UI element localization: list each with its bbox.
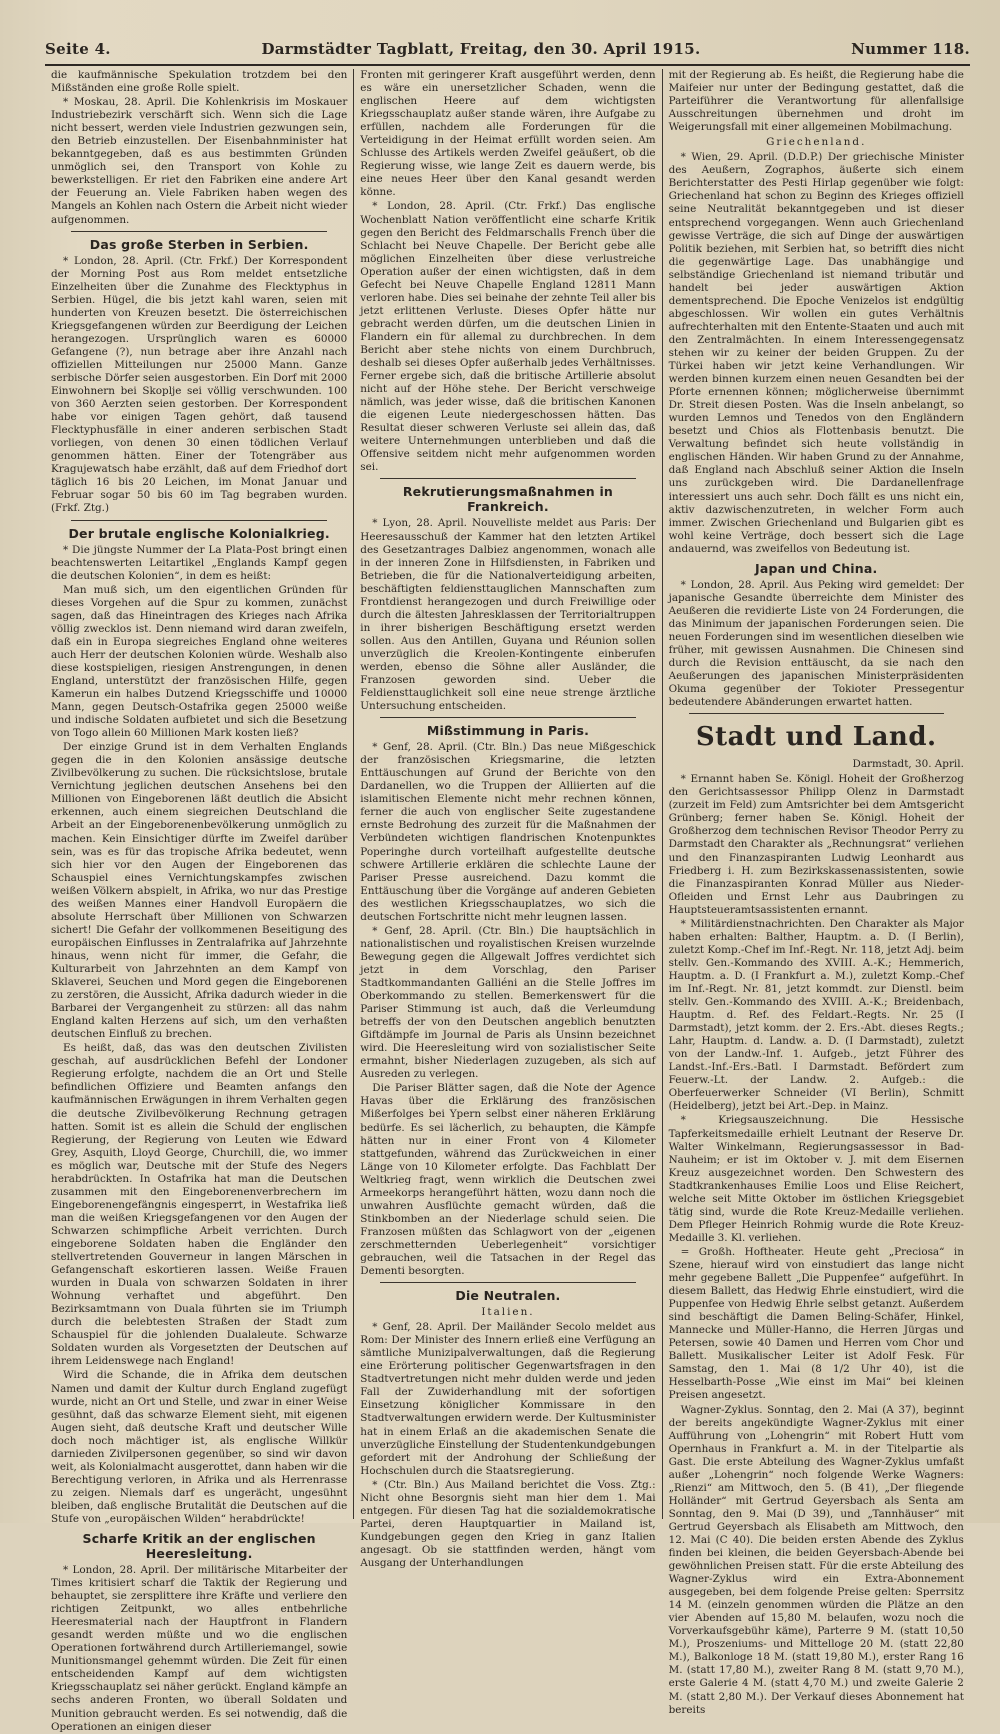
paragraph: Die Pariser Blätter sagen, daß die Note der Agence Havas über die Erklärung des französischen Mißerfolges bei Ypern selbst einer näheren Erklärung bedürfe. Es sei lächerlich, zu behaupten, die Kämpfe hätten nur in einer Front von 4 Kilometer stattgefunden, während das Zurückweichen in einer Länge von 10 Kilometer erfolgte. Das Fachblatt Der Weltkrieg fragt, wenn wirklich die Deutschen zwei Armeekorps herangeführt hätten, wozu dann noch die unwahren Ausflüchte gemacht würden, daß die Stinkbomben an der Niederlage schuld seien. Die Franzosen müßten das Schlagwort von der „eigenen zerschmetternden Ueberlegenheit“ vorsichtiger gebrauchen, weil die Tatsachen in der Regel das Dementi besorgten. bbox=[360, 1082, 656, 1278]
divider bbox=[689, 713, 944, 714]
column-1 bbox=[45, 69, 353, 1733]
article-heading: Mißstimmung in Paris. bbox=[426, 723, 590, 739]
paragraph: Der einzige Grund ist in dem Verhalten Englands gegen die in den Kolonien ansässige deutsche Zivilbevölkerung zu suchen. Die rücksichtslose, brutale Vernichtung jeglichen deutschen Ansehens bei den Millionen von Eingeborenen läßt deutlich die Absicht erkennen, auch einem siegreichen Deutschland die Arbeit an der Eingeborenenbevölkerung unmöglich zu machen. Kein Einsichtiger dürfte im Zweifel darüber sein, was es für das tropische Afrika bedeutet, wenn sich hier vor den Augen der Eingeborenen das Schauspiel eines Vernichtungskampfes zwischen weißen Völkern abspielt, in Afrika, wo nur das Prestige des weißen Mannes einer Handvoll Europäern die absolute Herrschaft über Millionen von Schwarzen sichert! Die Gefahr der vollkommenen Beseitigung des europäischen Einflusses in Zentralafrika auf Jahrzehnte hinaus, wenn nicht für immer, die Gefahr, die Kulturarbeit von Jahrzehnten an dem Kampf von Sklaverei, Seuchen und Mord gegen die Eingeborenen zu zerstören, die Aussicht, Afrika dadurch wieder in die Barbarei der Vergangenheit zu stürzen: all das nahm England kalten Herzens auf sich, um den verhaßten deutschen Einfluß zu brechen. bbox=[51, 741, 348, 1041]
paragraph: * Ernannt haben Se. Königl. Hoheit der Großherzog den Gerichtsassessor Philipp Olenz in Darmstadt (zurzeit im Feld) zum Amtsrichter bei dem Amtsgericht Grünberg; ferner haben Se. Königl. Hoheit der Großherzog dem technischen Revisor Theodor Perry zu Darmstadt den Charakter als „Rechnungsrat“ verliehen und den Finanzaspiranten Ludwig Leonhardt aus Friedberg i. H. zum Bezirkskassenassistenten, sowie die Finanzaspiranten Konrad Müller aus Nieder-Ofleiden und Ernst Lehr aus Daubringen zu Hauptsteueramtsassistenten ernannt. bbox=[668, 773, 964, 916]
section-title: Stadt und Land. bbox=[695, 722, 937, 753]
divider bbox=[71, 231, 327, 232]
masthead-title: Darmstädter Tagblatt, Freitag, den 30. April 1915. bbox=[261, 40, 701, 58]
divider bbox=[380, 717, 635, 718]
paragraph: * Die jüngste Nummer der La Plata-Post bringt einen beachtenswerten Leitartikel „Englands Kampf gegen die deutschen Kolonien“, in dem es heißt: bbox=[51, 543, 348, 582]
paragraph: = Großh. Hoftheater. Heute geht „Preciosa“ in Szene, hierauf wird von einstudiert das lange nicht mehr gegebene Ballett „Die Puppenfee“ aufgeführt. In diesem Ballett, das Hedwig Ehrle einstudiert, wird die Puppenfee von Hedwig Ehrle selbst getanzt. Außerdem sind beschäftigt die Damen Beling-Schäfer, Hinkel, Mannecke und Müller-Hanno, die Herren Jürgas und Petersen, sowie 40 Damen und Herren vom Chor und Ballett. Musikalischer Leiter ist Adolf Fesk. Für Samstag, den 1. Mai (8 1/2 Uhr 40), ist die Hesselbarth-Posse „Wie einst im Mai“ bei kleinen Preisen angesetzt. bbox=[668, 1245, 964, 1402]
paragraph: * Genf, 28. April. (Ctr. Bln.) Die hauptsächlich in nationalistischen und royalistischen Kreisen wurzelnde Bewegung gegen die Allgewalt Joffres verdichtet sich jetzt in dem Vorschlag, den Pariser Stadtkommandanten Galliéni an die Stelle Joffres im Oberkommando zu stellen. Bemerkenswert für die Pariser Stimmung ist auch, daß die Verleumdung betreffs der von den Deutschen angeblich benutzten Giftdämpfe im Journal de Paris als Unsinn bezeichnet wird. Die Heeresleitung wird von sozialistischer Seite ermahnt, bisher Niederlagen zuzugeben, als sich auf Ausreden zu verlegen. bbox=[360, 924, 656, 1081]
paragraph: * London, 28. April. (Ctr. Frkf.) Der Korrespondent der Morning Post aus Rom meldet entsetzliche Einzelheiten über die Zunahme des Flecktyphus in Serbien. Hügel, die bis jetzt kahl waren, seien mit hunderten von Kreuzen besetzt. Die österreichischen Kriegsgefangenen würden zur Beerdigung der Leichen herangezogen. Ursprünglich waren es 60000 Gefangene (?), nun betrage aber ihre Anzahl nach offiziellen Mitteilungen nur 25000 Mann. Ganze serbische Dörfer seien ausgestorben. Ein Dorf mit 2000 Einwohnern bei Skoplje sei völlig verschwunden. 100 von 360 Aerzten seien gestorben. Der Korrespondent habe vor einigen Tagen gehört, daß tausend Flecktyphusfälle in einer anderen serbischen Stadt vorliegen, von denen 30 einen tödlichen Verlauf genommen hätten. Einer der Totengräber aus Kragujewatsch habe erzählt, daß auf dem Friedhof dort täglich 16 bis 20 Leichen, im Monat Januar und Februar sogar 50 bis 60 im Tag begraben wurden. (Frkf. Ztg.) bbox=[51, 254, 348, 515]
paragraph: * London, 28. April. Der militärische Mitarbeiter der Times kritisiert scharf die Taktik der Regierung und behauptet, sie zersplittere ihre Kräfte und verliere den richtigen Zeitpunkt, wo alles entbehrliche Heeresmaterial nach der Hauptfront in Flandern gesandt werden müßte und wo die englischen Operationen fortwährend durch Artilleriemangel, sowie Munitionsmangel gehemmt würden. Die Zeit für einen entscheidenden Kampf auf dem wichtigsten Kriegsschauplatz sei näher gerückt. England kämpfe an sechs anderen Fronten, wo überall Soldaten und Munition gebraucht werden. Es sei notwendig, daß die Operationen an einigen dieser bbox=[51, 1564, 348, 1733]
paragraph: * Genf, 28. April. (Ctr. Bln.) Das neue Mißgeschick der französischen Kriegsmarine, die letzten Enttäuschungen auf Grund der Berichte von den Dardanellen, wo die Truppen der Alliierten auf die islamitischen Elemente nicht mehr rechnen können, ferner die auch von englischer Seite zugestandene ernste Bedrohung des zurzeit für die Maßnahmen der Verbündeten wichtigen flandrischen Knotenpunktes Poperinghe durch vorteilhaft aufgestellte deutsche schwere Artillerie erklären die schlechte Laune der Pariser Presse ausreichend. Dazu kommt die Enttäuschung über die Vorgänge auf anderen Gebieten des westlichen Kriegsschauplatzes, wo sich die deutschen Fortschritte nicht mehr leugnen lassen. bbox=[360, 741, 656, 923]
column-3 bbox=[662, 69, 970, 1716]
page-number: Seite 4. bbox=[45, 40, 111, 58]
paragraph: Man muß sich, um den eigentlichen Gründen für dieses Vorgehen auf die Spur zu kommen, zunächst sagen, daß das Hineintragen des Krieges nach Afrika völlig zwecklos ist. Denn niemand wird daran zweifeln, daß ein in Europa siegreiches England ohne weiteres auch Herr der deutschen Kolonien würde. Weshalb also diese kostspieligen, riesigen Anstrengungen, in denen England, unterstützt der französischen Hilfe, gegen Kamerun ein halbes Dutzend Kriegsschiffe und 10000 Mann, gegen Deutsch-Ostafrika gegen 25000 weiße und indische Soldaten aufbietet und sich die Besetzung von Togo allein 60 Millionen Mark kosten ließ? bbox=[51, 583, 348, 740]
divider bbox=[380, 478, 635, 479]
paragraph: die kaufmännische Spekulation trotzdem bei den Mißständen eine große Rolle spielt. bbox=[51, 69, 348, 95]
paragraph: * Moskau, 28. April. Die Kohlenkrisis im Moskauer Industriebezirk verschärft sich. Wenn sich die Lage nicht bessert, werden viele Industrien gezwungen sein, den Betrieb einzustellen. Der Eisenbahnminister hat bekanntgegeben, daß es aus bestimmten Gründen unmöglich sei, den Transport von Kohle zu bewerkstelligen. Er riet den Fabriken eine andere Art der Feuerung an. Viele Fabriken haben wegen des Mangels an Kohlen nach Ostern die Arbeit nicht wieder aufgenommen. bbox=[51, 96, 348, 226]
paragraph: * London, 28. April. (Ctr. Frkf.) Das englische Wochenblatt Nation veröffentlicht eine scharfe Kritik gegen den Bericht des Feldmarschalls French über die Schlacht bei Neuve Chapelle. Der Bericht gebe alle möglichen Einzelheiten über diese verlustreiche Operation außer der einen wichtigsten, daß in dem Gefecht bei Neuve Chapelle England 12811 Mann verloren habe. Dies sei beinahe der zehnte Teil aller bis jetzt erlittenen Verluste. Dieses Opfer hätte nur gebracht werden dürfen, um die deutschen Linien in Flandern ein für allemal zu durchbrechen. In dem Bericht aber stehe nichts von einem Durchbruch, deshalb sei dieses Opfer außerhalb jedes Verhältnisses. Ferner ergebe sich, daß die britische Artillerie absolut nicht auf der Höhe stehe. Der Bericht verschweige nämlich, was jeder wisse, daß die britischen Kanonen die eigenen Leute niedergeschossen hätten. Das Resultat dieser schweren Verluste sei allein das, daß weitere Unternehmungen unterblieben und daß die Offensive seitdem nicht mehr aufgenommen worden sei. bbox=[360, 200, 656, 474]
paragraph: Es heißt, daß, das was den deutschen Zivilisten geschah, auf ausdrücklichen Befehl der Londoner Regierung erfolgte, nachdem die an Ort und Stelle befindlichen Offiziere und Beamten anfangs den kaufmännischen Erwägungen in ihrem Verhalten gegen die deutsche Zivilbevölkerung Rechnung getragen hatten. Somit ist es allein die Schuld der englischen Regierung, der Regierung von Leuten wie Edward Grey, Asquith, Lloyd George, Churchill, die, wo immer es möglich war, Deutsche mit der Stufe des Negers herabdrückten. In Ostafrika hat man die Deutschen zusammen mit den Eingeborenenverbrechern im Eingeborenengefängnis eingesperrt, in Westafrika ließ man die weißen Kriegsgefangenen vor den Augen der Schwarzen schimpfliche Arbeit verrichten. Durch eingeborene Soldaten haben die Engländer den stellvertretenden Gouverneur in langen Märschen in Gefangenschaft eskortieren lassen. Weiße Frauen wurden in Duala von schwarzen Soldaten in ihrer Wohnung verhaftet und abgeführt. Den Bezirksamtmann von Duala führten sie im Triumph durch die belebtesten Straßen der Stadt zum Schauspiel für die johlenden Dualaleute. Schwarze Soldaten wurden als Vorgesetzten der Deutschen auf ihrem Leidenswege nach England! bbox=[51, 1042, 348, 1368]
paragraph: * Wien, 29. April. (D.D.P.) Der griechische Minister des Aeußern, Zographos, äußerte sich einem Berichterstatter des Pesti Hirlap gegenüber wie folgt: Griechenland hat schon zu Beginn des Krieges offiziell seine Neutralität bekanntgegeben und ist dieser entsprechend vorgegangen. Wenn auch Griechenland gewisse Verträge, die sich auf Dinge der auswärtigen Politik beziehen, mit Serbien hat, so betrifft dies nicht die gegenwärtige Lage. Das unabhängige und selbständige Griechenland ist niemand tributär und handelt bei jeder auswärtigen Aktion dementsprechend. Die Epoche Venizelos ist endgültig abgeschlossen. Wir wollen ein gutes Verhältnis aufrechterhalten mit den Entente-Staaten und auch mit den Zentralmächten. In einem Interessengegensatz stehen wir zu keiner der beiden Gruppen. Zu der Türkei haben wir jetzt keine Verhandlungen. Wir werden binnen kurzem einen neuen Gesandten bei der Pforte ernennen können; möglicherweise übernimmt Dr. Streit diesen Posten. Was die Inseln anbelangt, so wurden Lemnos und Tenedos von den Engländern besetzt und Chios als Flottenbasis benutzt. Die Verwaltung befindet sich heute vollständig in englischen Händen. Wir haben Grund zu der Annahme, daß England nach Abschluß seiner Aktion die Inseln uns zurückgeben wird. Die Dardanellenfrage interessiert uns auch sehr. Doch fällt es uns nicht ein, aktiv dazwischenzutreten, in welcher Form auch immer. Zwischen Griechenland und Bulgarien gibt es wohl keine Verträge, doch bessert sich die Lage andauernd, was zweifellos von Bedeutung ist. bbox=[668, 151, 964, 555]
paragraph: * Militärdienstnachrichten. Den Charakter als Major haben erhalten: Balther, Hauptm. a. D. (I Berlin), zuletzt Komp.-Chef im Inf.-Regt. Nr. 118, jetzt Adj. beim stellv. Gen.-Kommando des XVIII. A.-K.; Hemmerich, Hauptm. a. D. (I Frankfurt a. M.), zuletzt Komp.-Chef im Inf.-Regt. Nr. 81, jetzt kommdt. zur Dienstl. beim stellv. Gen.-Kommando des XVIII. A.-K.; Breidenbach, Hauptm. d. Ref. des Feldart.-Regts. Nr. 25 (I Darmstadt), jetzt komm. der 2. Ers.-Abt. dieses Regts.; Lahr, Hauptm. d. Landw. a. D. (I Darmstadt), zuletzt von der Landw.-Inf. 1. Aufgeb., jetzt Führer des Landst.-Inf.-Ers.-Batl. I Darmstadt. Befördert zum Feuerw.-Lt. der Landw. 2. Aufgeb.: die Oberfeuerwerker Schneider (VI Berlin), Schmitt (Heidelberg), jetzt bei Art.-Dep. in Mainz. bbox=[668, 917, 964, 1113]
issue-number: Nummer 118. bbox=[851, 40, 970, 58]
section-subheading: Italien. bbox=[481, 1306, 535, 1319]
paragraph: * Kriegsauszeichnung. Die Hessische Tapferkeitsmedaille erhielt Leutnant der Reserve Dr. Walter Winkelmann, Regierungsassessor in Bad-Nauheim; er ist im Oktober v. J. mit dem Eisernen Kreuz ausgezeichnet worden. Den Schwestern des Stadtkrankenhauses Emilie Loos und Elise Reichert, welche seit Mitte Oktober im östlichen Kriegsgebiet tätig sind, wurde die Rote Kreuz-Medaille verliehen. Dem Pfleger Heinrich Rohmig wurde die Rote Kreuz-Medaille 3. Kl. verliehen. bbox=[668, 1114, 964, 1244]
paragraph: * Genf, 28. April. Der Mailänder Secolo meldet aus Rom: Der Minister des Innern erließ eine Verfügung an sämtliche Munizipalverwaltungen, daß die Regierung eine Erörterung politischer Gegenwartsfragen in den Stadtvertretungen nicht mehr dulden werde und jeden Fall der Zuwiderhandlung mit der sofortigen Einsetzung königlicher Kommissare in den Stadtverwaltungen erwidern werde. Der Kultusminister hat in einem Erlaß an die akademischen Senate die unverzügliche Einstellung der Studentenkundgebungen gefordert mit der Androhung der Schließung der Hochschulen durch die Staatsregierung. bbox=[360, 1321, 656, 1477]
paragraph: * London, 28. April. Aus Peking wird gemeldet: Der japanische Gesandte überreichte dem Minister des Aeußeren die revidierte Liste von 24 Forderungen, die das Minimum der japanischen Forderungen seien. Die neuen Forderungen sind im wesentlichen dieselben wie früher, mit gewissen Ausnahmen. Die Chinesen sind durch die Revision enttäuscht, da sie nach den Aeußerungen des japanischen Ministerpräsidenten Okuma gegenüber der Tokioter Pressegentur bedeutendere Abänderungen erwartet hatten. bbox=[668, 578, 964, 709]
section-subheading: Griechenland. bbox=[766, 136, 867, 149]
page-header bbox=[45, 40, 970, 66]
paragraph: Wird die Schande, die in Afrika dem deutschen Namen und damit der Kultur durch England zugefügt wurde, nicht an Ort und Stelle, und zwar in einer Weise gesühnt, daß das schwarze Element sieht, mit eigenen Augen sieht, daß deutsche Kraft und deutscher Wille doch noch mächtiger ist, als englische Willkür darnieden Zivilpersonen gegenüber, so sind wir davon weit, als Kolonialmacht ausgerottet, dann haben wir die Berechtigung verloren, in Afrika und als Herrenrasse zu zeigen. Niemals darf es ungerächt, ungesühnt bleiben, daß englische Brutalität die Deutschen auf die Stufe von „europäischen Wilden“ herabdrückte! bbox=[51, 1369, 348, 1525]
dateline: Darmstadt, 30. April. bbox=[852, 758, 964, 771]
paragraph: * Lyon, 28. April. Nouvelliste meldet aus Paris: Der Heeresausschuß der Kammer hat den letzten Artikel des Gesetzantrages Dalbiez angenommen, wonach alle in der inneren Zone in Hilfsdiensten, in Fabriken und Betrieben, die für die Nationalverteidigung arbeiten, beschäftigten feldiensttauglichen Mannschaften zum Frontdienst herangezogen und durch Freiwillige oder durch die ältesten Jahresklassen der Territorialtruppen in ihrer bisherigen Beschäftigung ersetzt werden sollen. Aus den Antillen, Guyana und Réunion sollen unverzüglich die Kreolen-Kontingente einberufen werden, ebenso die Söhne aller Ausländer, die Franzosen geworden sind. Ueber die Feldiensttauglichkeit soll eine neue strenge ärztliche Untersuchung entscheiden. bbox=[360, 517, 656, 713]
divider bbox=[71, 520, 327, 521]
article-columns bbox=[45, 69, 970, 1733]
paragraph: Wagner-Zyklus. Sonntag, den 2. Mai (A 37), beginnt der bereits angekündigte Wagner-Zyklus mit einer Aufführung von „Lohengrin“ mit Robert Hutt vom Opernhaus in Frankfurt a. M. in der Titelpartie als Gast. Die erste Abteilung des Wagner-Zyklus umfaßt außer „Lohengrin“ noch folgende Werke Wagners: „Rienzi“ am Mittwoch, den 5. (B 41), „Der fliegende Holländer“ mit Gertrud Geyersbach als Senta am Sonntag, den 9. Mai (D 39), und „Tannhäuser“ mit Gertrud Geyersbach als Elisabeth am Mittwoch, den 12. Mai (C 40). Die beiden ersten Abende des Zyklus finden bei kleinen, die beiden Geyersbach-Abende bei gewöhnlichen Preisen statt. Für die erste Abteilung des Wagner-Zyklus wird ein Extra-Abonnement ausgegeben, bei dem folgende Preise gelten: Sperrsitz 14 M. (einzeln genommen würden die Plätze an den vier Abenden auf 15,80 M. belaufen, wozu noch die Vorverkaufsgebühr käme), Parterre 9 M. (statt 10,50 M.), Proszeniums- und Mittelloge 20 M. (statt 22,80 M.), Balkonloge 18 M. (statt 19,80 M.), erster Rang 16 M. (statt 17,80 M.), zweiter Rang 8 M. (statt 9,70 M.), erste Galerie 4 M. (statt 4,70 M.) und zweite Galerie 2 M. (statt 2,80 M.). Der Verkauf dieses Abonnement hat bereits bbox=[668, 1403, 964, 1716]
article-heading: Die Neutralen. bbox=[455, 1288, 561, 1304]
article-heading: Rekrutierungsmaßnahmen in Frankreich. bbox=[402, 484, 614, 515]
column-2 bbox=[353, 69, 661, 1569]
divider bbox=[380, 1282, 635, 1283]
article-heading: Das große Sterben in Serbien. bbox=[89, 236, 309, 252]
paragraph: * (Ctr. Bln.) Aus Mailand berichtet die Voss. Ztg.: Nicht ohne Besorgnis sieht man hier dem 1. Mai entgegen. Für diesen Tag hat die sozialdemokratische Partei, deren Hauptquartier in Mailand ist, Kundgebungen gegen den Krieg in ganz Italien angesagt. Ob sie stattfinden werden, hängt vom Ausgang der Unterhandlungen bbox=[360, 1478, 656, 1569]
article-heading: Japan und China. bbox=[755, 560, 878, 576]
paragraph: mit der Regierung ab. Es heißt, die Regierung habe die Maifeier nur unter der Bedingung gestattet, daß die Parteiführer die Verantwortung für allenfallsige Ausschreitungen übernehmen und droht im Weigerungsfall mit einer allgemeinen Mobilmachung. bbox=[668, 69, 964, 134]
article-heading: Scharfe Kritik an der englischen Heeresleitung. bbox=[82, 1531, 316, 1562]
paragraph: Fronten mit geringerer Kraft ausgeführt werden, denn es wäre ein unersetzlicher Schaden, wenn die englischen Heere auf dem wichtigsten Kriegsschauplatz außer stande wären, ihre Aufgabe zu erfüllen, nachdem alle Forderungen für die Verteidigung in der Heimat erfüllt worden seien. Am Schlusse des Artikels werden Zweifel geäußert, ob die Regierung wisse, wie lange Zeit es dauern werde, bis eine neues Heer über den Kanal gesandt werden könne. bbox=[360, 69, 656, 199]
article-heading: Der brutale englische Kolonialkrieg. bbox=[68, 525, 330, 541]
